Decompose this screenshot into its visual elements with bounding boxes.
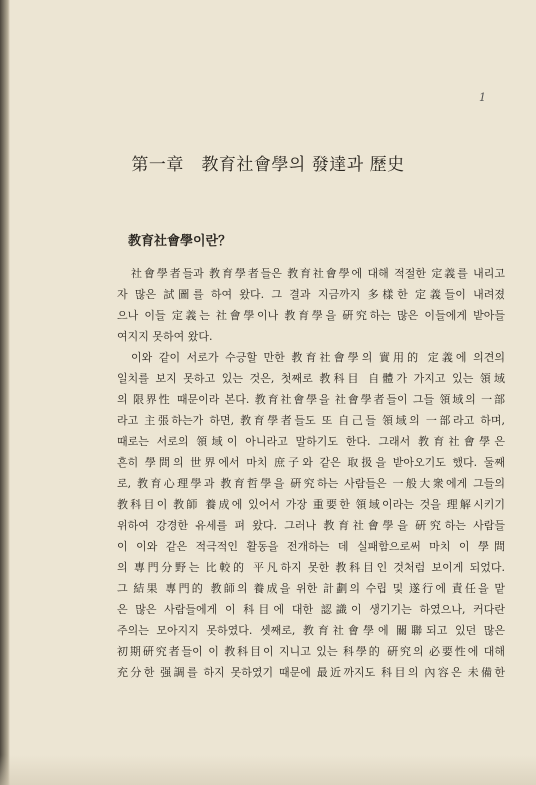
section-heading: 教育社會學이란？ xyxy=(128,234,232,249)
page-number: 1 xyxy=(479,91,486,104)
text-line: 자 많은 試圖를 하여 왔다. 그 결과 지금까지 多樣한 定義들이 내려졌 xyxy=(117,288,505,301)
text-line: 社會學者들과 教育學者들은 教育社會學에 대해 적절한 定義를 내리고 xyxy=(131,267,505,280)
text-line: 의 專門分野는 比較的 平凡하지 못한 教科目인 것처럼 보이게 되었다. xyxy=(117,561,505,574)
text-line: 初期硏究者들이 이 教科目이 지니고 있는 科學的 硏究의 必要性에 대해 xyxy=(117,645,505,658)
chapter-title: 第一章 教育社會學의 發達과 歷史 xyxy=(131,155,405,175)
text-line: 라고 主張하는가 하면, 教育學者들도 또 自己들 領域의 一部라고 하며, xyxy=(117,414,505,427)
page-edge-shade xyxy=(0,755,536,785)
text-line: 여지지 못하여 왔다. xyxy=(117,330,213,343)
text-line: 로, 教育心理學과 教育哲學을 硏究하는 사람들은 一般大衆에게 그들의 xyxy=(117,477,505,490)
text-line: 일치를 보지 못하고 있는 것은, 첫째로 教科目 自體가 가지고 있는 領域 xyxy=(117,372,505,385)
text-line: 充分한 强調를 하지 못하였기 때문에 最近까지도 科目의 內容은 未備한 xyxy=(117,666,505,679)
text-line: 흔히 學問의 世界에서 마치 庶子와 같은 取扱을 받아오기도 했다. 둘째 xyxy=(117,456,505,469)
text-line: 위하여 강경한 유세를 펴 왔다. 그러나 教育社會學을 硏究하는 사람들 xyxy=(117,519,505,532)
text-line: 이와 같이 서로가 수긍할 만한 教育社會學의 實用的 定義에 의견의 xyxy=(131,351,505,364)
text-line: 의 限界性 때문이라 본다. 教育社會學을 社會學者들이 그들 領域의 一部 xyxy=(117,393,505,406)
text-line: 때로는 서로의 領域이 아니라고 말하기도 한다. 그래서 教育社會學은 xyxy=(117,435,505,448)
book-spine-shadow xyxy=(0,0,10,785)
text-line: 그 結果 專門的 教師의 養成을 위한 計劃의 수립 및 遂行에 責任을 맡 xyxy=(117,582,505,595)
text-line: 은 많은 사람들에게 이 科目에 대한 認識이 생기기는 하였으나, 커다란 xyxy=(117,603,505,616)
body-text xyxy=(117,263,505,683)
text-line: 주의는 모아지지 못하였다. 셋째로, 教育社會學에 關聯되고 있던 많은 xyxy=(117,624,505,637)
text-line: 教科目이 教師 養成에 있어서 가장 重要한 領域이라는 것을 理解시키기 xyxy=(117,498,505,511)
text-line: 으나 이들 定義는 社會學이나 教育學을 硏究하는 많은 이들에게 받아들 xyxy=(117,309,505,322)
text-line: 이 이와 같은 적극적인 활동을 전개하는 데 실패함으로써 마치 이 學問 xyxy=(117,540,505,553)
